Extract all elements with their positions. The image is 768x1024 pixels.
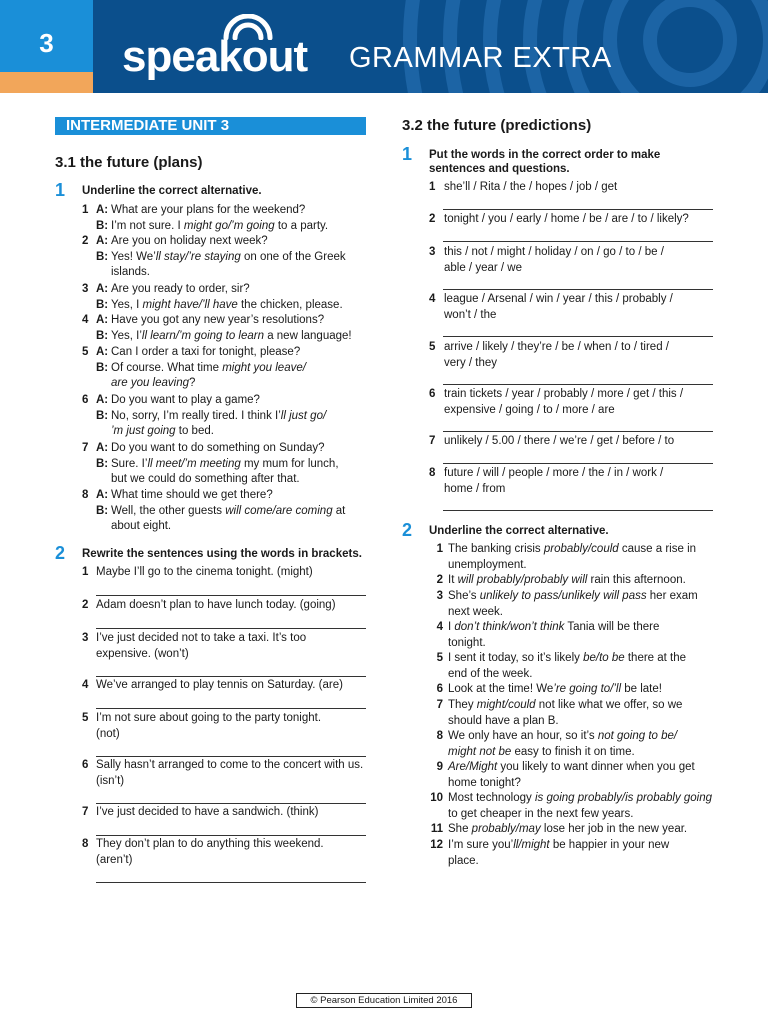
item-number: 8 [436, 730, 443, 742]
speaker-a: A: [96, 204, 109, 216]
item-text: Are/Might you likely to want dinner when you get home tonight? [448, 761, 695, 789]
item-number: 5 [82, 712, 89, 724]
item-text: We only have an hour, so it’s not going to be/ might not be easy to finish it on time. [448, 730, 678, 758]
speaker-b-text: Yes! We’ll stay/’re staying on one of the Greek islands. [111, 250, 346, 279]
answer-line [443, 463, 713, 464]
item-number: 3 [436, 590, 443, 602]
answer-line [96, 882, 366, 883]
speaker-b: B: [96, 457, 109, 470]
answer-line [443, 384, 713, 385]
item-text: They might/could not like what we offer, so we should have a plan B. [448, 699, 683, 727]
item-number: 5 [436, 652, 443, 664]
item-text: We’ve arranged to play tennis on Saturday. (are) [96, 679, 343, 691]
speaker-b-text: I’m not sure. I might go/’m going to a party. [111, 219, 329, 232]
speaker-b-text: Sure. I’ll meet/’m meeting my mum for lunch, but we could do something after that. [111, 457, 339, 486]
item-text: Adam doesn’t plan to have lunch today. (going) [96, 599, 336, 611]
item-text: she’ll / Rita / the / hopes / job / get [444, 181, 618, 193]
speaker-a: A: [96, 394, 109, 406]
speaker-a: A: [96, 314, 109, 326]
answer-line [443, 241, 713, 242]
speaker-b: B: [96, 298, 109, 311]
item-text: It will probably/probably will rain this afternoon. [448, 574, 686, 586]
exercise-number: 1 [55, 180, 66, 200]
speaker-a-text: Are you ready to order, sir? [111, 283, 250, 295]
exercise-number: 1 [402, 144, 413, 164]
item-number: 2 [429, 213, 436, 225]
item-number: 6 [82, 394, 89, 406]
speaker-b: B: [96, 504, 109, 517]
exercise-instruction: Put the words in the correct order to make sentences and questions. [429, 149, 661, 175]
item-text: I’m sure you’ll/might be happier in your new place. [448, 839, 670, 867]
item-text: league / Arsenal / win / year / this / probably / won’t / the [444, 293, 673, 321]
item-text: The banking crisis probably/could cause a rise in unemployment. [448, 543, 697, 571]
item-number: 4 [436, 621, 443, 633]
unit-number: 3 [39, 28, 54, 58]
item-number: 1 [82, 566, 89, 578]
item-number: 7 [82, 442, 89, 454]
item-text: Most technology is going probably/is probably going to get cheaper in the next few years. [448, 792, 713, 820]
item-number: 6 [429, 388, 436, 400]
speaker-a: A: [96, 283, 109, 295]
item-number: 3 [429, 246, 436, 258]
item-number: 1 [429, 181, 436, 193]
item-number: 10 [430, 792, 443, 804]
speaker-a-text: What time should we get there? [111, 489, 273, 501]
item-number: 6 [82, 759, 89, 771]
answer-line [443, 209, 713, 210]
item-number: 2 [82, 235, 89, 247]
speaker-a-text: Do you want to do something on Sunday? [111, 442, 325, 454]
answer-line [443, 289, 713, 290]
item-number: 12 [430, 839, 443, 851]
speaker-a: A: [96, 235, 109, 247]
item-text: I don’t think/won’t think Tania will be there tonight. [448, 621, 660, 649]
item-number: 3 [82, 632, 89, 644]
unit-tab-accent [0, 72, 93, 93]
item-text: Maybe I’ll go to the cinema tonight. (might) [96, 566, 313, 578]
copyright-footer: © Pearson Education Limited 2016 [296, 993, 472, 1008]
unit-label: INTERMEDIATE UNIT 3 [55, 117, 366, 135]
item-text: I’ve just decided not to take a taxi. It’s too expensive. (won’t) [96, 632, 307, 660]
answer-line [443, 510, 713, 511]
answer-line [96, 708, 366, 709]
speaker-b: B: [96, 409, 109, 422]
section-title-3-1: 3.1 the future (plans) [55, 154, 203, 171]
answer-line [96, 628, 366, 629]
speaker-b-text: Yes, I’ll learn/’m going to learn a new language! [111, 329, 352, 342]
item-text: I’ve just decided to have a sandwich. (think) [96, 806, 319, 818]
speakout-logo: speakout [122, 32, 308, 81]
item-text: unlikely / 5.00 / there / we’re / get / before / to [444, 435, 675, 447]
speaker-b-text: No, sorry, I’m really tired. I think I’ll just go/ ’m just going to bed. [111, 409, 327, 438]
speaker-b: B: [96, 361, 109, 374]
item-text: I sent it today, so it’s likely be/to be there at the end of the week. [448, 652, 687, 680]
banner-title: GRAMMAR EXTRA [349, 42, 612, 74]
speaker-b-text: Yes, I might have/’ll have the chicken, please. [111, 298, 343, 311]
item-text: tonight / you / early / home / be / are / to / likely? [444, 213, 689, 225]
speaker-a-text: Do you want to play a game? [111, 394, 260, 406]
item-text: She probably/may lose her job in the new year. [448, 823, 688, 835]
item-text: Sally hasn’t arranged to come to the concert with us. (isn’t) [96, 759, 364, 787]
item-text: future / will / people / more / the / in / work / home / from [444, 467, 664, 495]
item-number: 4 [82, 679, 89, 691]
answer-line [443, 431, 713, 432]
item-number: 5 [429, 341, 436, 353]
item-text: Look at the time! We’re going to/’ll be late! [448, 683, 662, 695]
item-text: train tickets / year / probably / more / get / this / expensive / going / to / more / are [444, 388, 684, 416]
item-number: 7 [436, 699, 443, 711]
item-number: 8 [82, 489, 89, 501]
item-number: 8 [429, 467, 436, 479]
item-number: 9 [436, 761, 443, 773]
exercise-number: 2 [55, 543, 66, 563]
answer-line [96, 835, 366, 836]
item-number: 11 [430, 823, 443, 835]
item-text: They don’t plan to do anything this weekend. (aren’t) [96, 838, 324, 866]
item-number: 2 [82, 599, 89, 611]
item-number: 1 [82, 204, 89, 216]
item-number: 4 [429, 293, 436, 305]
section-title-3-2: 3.2 the future (predictions) [402, 117, 592, 134]
answer-line [96, 595, 366, 596]
speaker-a-text: Can I order a taxi for tonight, please? [111, 346, 301, 358]
speaker-b: B: [96, 329, 109, 342]
speaker-b: B: [96, 250, 109, 263]
speaker-a-text: Are you on holiday next week? [111, 235, 268, 247]
speaker-b: B: [96, 219, 109, 232]
item-number: 2 [436, 574, 443, 586]
speaker-a: A: [96, 346, 109, 358]
speaker-b-text: Well, the other guests will come/are coming at about eight. [111, 504, 346, 533]
item-number: 3 [82, 283, 89, 295]
speaker-a: A: [96, 442, 109, 454]
item-number: 5 [82, 346, 89, 358]
speaker-b-text: Of course. What time might you leave/ are you leaving? [111, 361, 306, 390]
item-text: She’s unlikely to pass/unlikely will pass her exam next week. [448, 590, 698, 618]
exercise-instruction: Rewrite the sentences using the words in brackets. [82, 548, 362, 560]
item-number: 6 [436, 683, 443, 695]
speaker-a-text: Have you got any new year’s resolutions? [111, 314, 325, 326]
item-number: 7 [82, 806, 89, 818]
item-text: this / not / might / holiday / on / go / to / be / able / year / we [444, 246, 664, 274]
item-text: I’m not sure about going to the party tonight. (not) [96, 712, 322, 740]
exercise-instruction: Underline the correct alternative. [429, 525, 609, 537]
speaker-a: A: [96, 489, 109, 501]
item-number: 7 [429, 435, 436, 447]
item-text: arrive / likely / they’re / be / when / to / tired / very / they [444, 341, 669, 369]
answer-line [443, 336, 713, 337]
exercise-instruction: Underline the correct alternative. [82, 185, 262, 197]
item-number: 4 [82, 314, 89, 326]
item-number: 1 [436, 543, 443, 555]
exercise-number: 2 [402, 520, 413, 540]
speaker-a-text: What are your plans for the weekend? [111, 204, 306, 216]
item-number: 8 [82, 838, 89, 850]
